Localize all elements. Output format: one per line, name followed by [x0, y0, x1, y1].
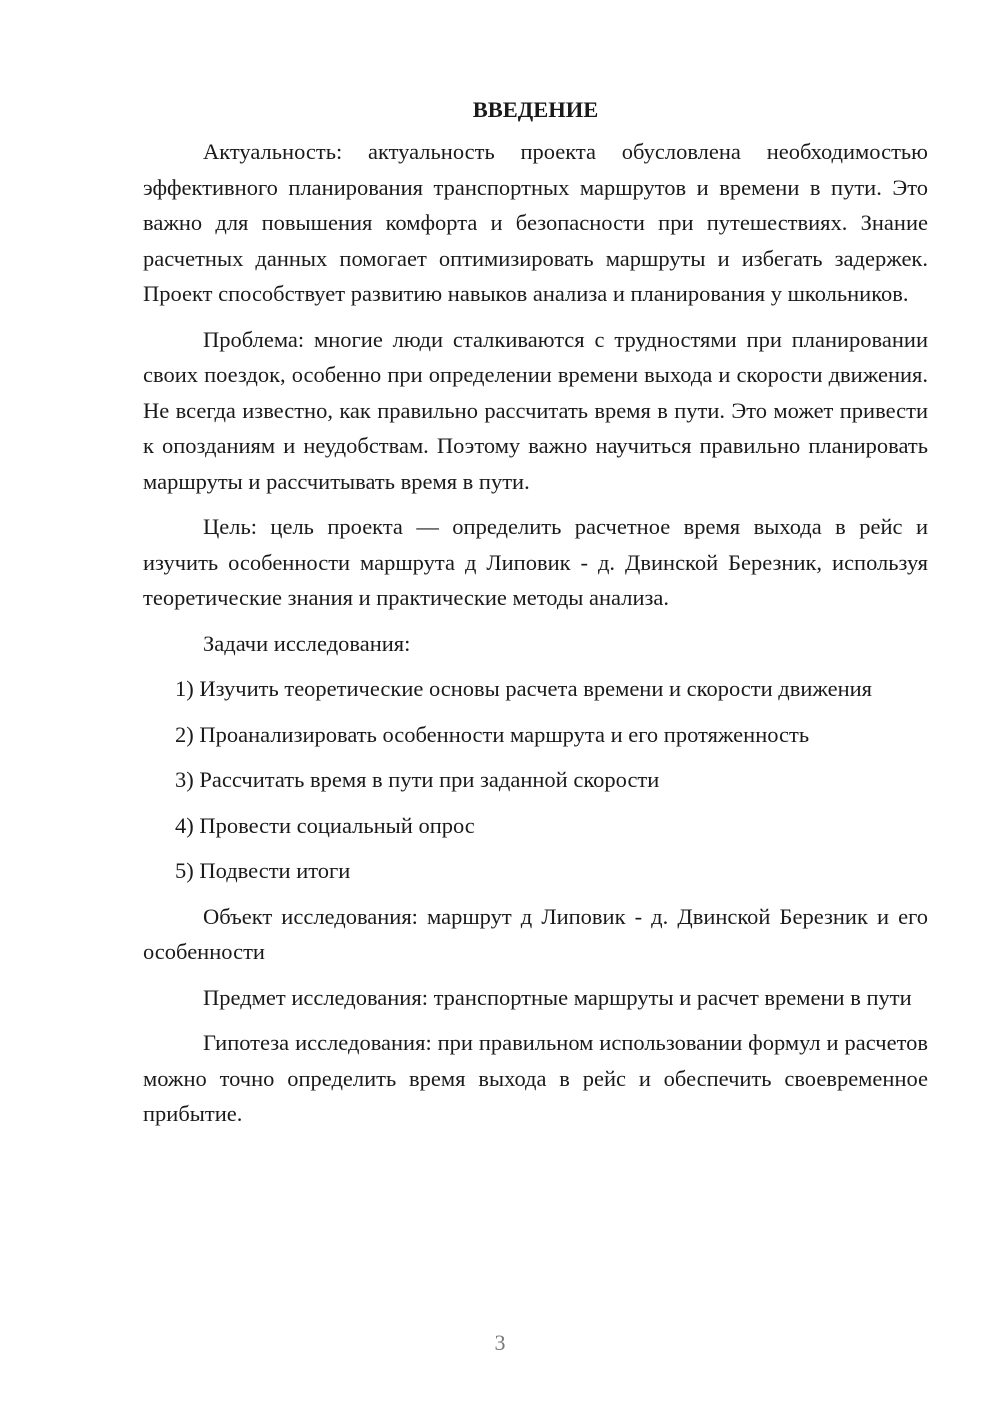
task-item-2: 2) Проанализировать особенности маршрута и его протяженность: [175, 721, 810, 747]
task-item-5: 5) Подвести итоги: [175, 858, 351, 883]
paragraph-object: Объект исследования: маршрут д Липовик - д. Двинской Березник и его особенности: [143, 903, 928, 964]
paragraph-problem: Проблема: многие люди сталкиваются с трудностями при планировании своих поездок, особенно при определении времени выхода и скорости движения. Не всегда известно, как правильно рассчитать время в пути. Это может привести к опозданиям и неудобствам. Поэтому важно научиться правильно планировать маршруты и рассчитывать время в пути.: [143, 326, 928, 494]
paragraph-subject: Предмет исследования: транспортные маршруты и расчет времени в пути: [203, 984, 912, 1010]
task-item-3: 3) Рассчитать время в пути при заданной скорости: [175, 767, 660, 792]
paragraph-relevance: Актуальность: актуальность проекта обусловлена необходимостью эффективного планирования транспортных маршрутов и времени в пути. Это важно для повышения комфорта и безопасности при путешествиях. Знание расчетных данных помогает оптимизировать маршруты и избегать задержек. Проект способствует развитию навыков анализа и планирования у школьников.: [143, 139, 928, 306]
document-page: [143, 92, 928, 1142]
paragraph-goal: Цель: цель проекта — определить расчетное время выхода в рейс и изучить особенности маршрута д Липовик - д. Двинской Березник, используя теоретические знания и практические методы анализа.: [143, 514, 928, 610]
section-title: ВВЕДЕНИЕ: [472, 97, 599, 122]
task-item-4: 4) Провести социальный опрос: [175, 812, 475, 838]
tasks-heading: Задачи исследования:: [203, 630, 411, 656]
page-number: 3: [494, 1330, 506, 1355]
task-item-1: 1) Изучить теоретические основы расчета времени и скорости движения: [175, 676, 873, 701]
paragraph-hypothesis: Гипотеза исследования: при правильном использовании формул и расчетов можно точно определить время выхода в рейс и обеспечить своевременное прибытие.: [143, 1030, 928, 1126]
